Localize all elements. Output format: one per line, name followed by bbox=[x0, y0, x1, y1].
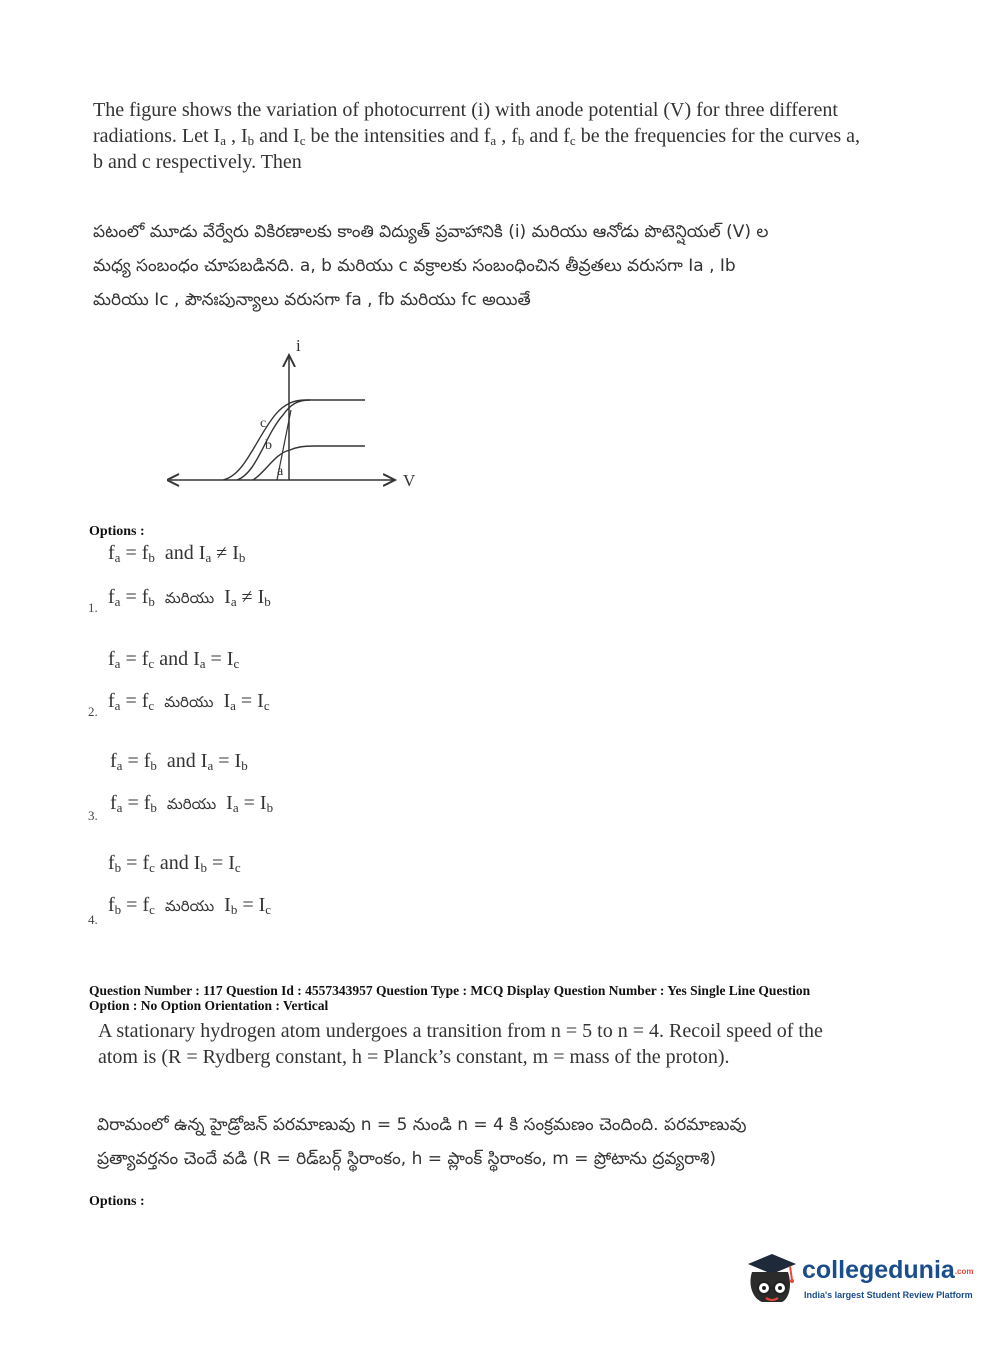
brand-suffix: .com bbox=[954, 1266, 974, 1276]
question-116-telugu bbox=[93, 215, 873, 317]
brand-name-text: collegedunia bbox=[802, 1256, 955, 1284]
label-v: V bbox=[403, 471, 416, 490]
brand-name bbox=[802, 1256, 973, 1285]
q117-telugu-line-2: ప్రత్యావర్తనం చెందే వడి (R = రిడ్‌బర్గ్ స్థిరాంకం, h = ప్లాంక్ స్థిరాంకం, m = ప్రోటాను ద్రవ్యరాశి) bbox=[97, 1149, 717, 1169]
options-label-117: Options : bbox=[89, 1194, 145, 1209]
label-c: c bbox=[260, 416, 267, 431]
mascot-icon bbox=[742, 1250, 800, 1308]
meta-line-1: Question Number : 117 Question Id : 4557343957 Question Type : MCQ Display Question Number : Yes Single Line Question bbox=[89, 983, 811, 998]
option-3-number: 3. bbox=[88, 808, 98, 823]
q117-english-line-1: A stationary hydrogen atom undergoes a transition from n = 5 to n = 4. Recoil speed of the bbox=[98, 1020, 823, 1042]
meta-line-2: Option : No Option Orientation : Vertical bbox=[89, 998, 329, 1013]
brand-logo[interactable] bbox=[742, 1250, 972, 1312]
option-1-number: 1. bbox=[88, 600, 98, 615]
label-a: a bbox=[277, 464, 284, 479]
option-3[interactable] bbox=[88, 748, 488, 828]
photocurrent-figure bbox=[165, 335, 435, 495]
option-4[interactable] bbox=[88, 850, 488, 930]
option-1-english: $f_a = f_b$ and $I_a \ne I_b$ bbox=[108, 542, 246, 565]
option-4-telugu: $f_b = f_c$ మరియు $I_b = I_c$ bbox=[108, 894, 272, 917]
question-116-english: The figure shows the variation of photocurrent (i) with anode potential (V) for three different radiations. Let $I_a$ , $I_b$ and $I_c$ be the intensities and $f_a$ , $f_b$ and $f_c$ be the frequencies for the curves a, b and c respectively. Then bbox=[93, 99, 861, 173]
option-1-telugu: $f_a = f_b$ మరియు $I_a \ne I_b$ bbox=[108, 586, 271, 609]
question-117-english bbox=[98, 1018, 898, 1070]
telugu-line-3: మరియు Ic , పౌనఃపున్యాలు వరుసగా fa , fb మరియు fc అయితే bbox=[93, 290, 531, 310]
curve-c bbox=[223, 400, 365, 480]
option-2-telugu: $f_a = f_c$ మరియు $I_a = I_c$ bbox=[108, 690, 270, 713]
option-3-english: $f_a = f_b$ and $I_a = I_b$ bbox=[110, 750, 248, 773]
label-b: b bbox=[265, 438, 272, 453]
brand-tagline: India's largest Student Review Platform bbox=[804, 1290, 973, 1300]
question-117-telugu bbox=[97, 1108, 917, 1176]
option-4-english: $f_b = f_c$ and $I_b = I_c$ bbox=[108, 852, 241, 875]
telugu-line-2: మధ్య సంబంధం చూపబడినది. a, b మరియు c వక్రాలకు సంబంధించిన తీవ్రతలు వరుసగా Ia , Ib bbox=[93, 256, 736, 276]
option-2-number: 2. bbox=[88, 704, 98, 719]
options-label-116: Options : bbox=[89, 524, 145, 539]
telugu-line-1: పటంలో మూడు వేర్వేరు వికిరణాలకు కాంతి విద్యుత్ ప్రవాహానికి (i) మరియు ఆనోడు పొటెన్షియల్ (V) ల bbox=[93, 222, 769, 242]
q117-english-line-2: atom is (R = Rydberg constant, h = Planck’s constant, m = mass of the proton). bbox=[98, 1046, 730, 1068]
curve-b bbox=[237, 400, 310, 480]
option-2[interactable] bbox=[88, 646, 488, 726]
option-4-number: 4. bbox=[88, 912, 98, 927]
option-2-english: $f_a = f_c$ and $I_a = I_c$ bbox=[108, 648, 240, 671]
option-1[interactable] bbox=[88, 540, 488, 620]
q117-telugu-line-1: విరామంలో ఉన్న హైడ్రోజన్ పరమాణువు n = 5 నుండి n = 4 కి సంక్రమణం చెందింది. పరమాణువు bbox=[97, 1115, 747, 1135]
label-i: i bbox=[296, 336, 301, 355]
option-3-telugu: $f_a = f_b$ మరియు $I_a = I_b$ bbox=[110, 792, 274, 815]
question-117-meta bbox=[89, 983, 909, 1013]
